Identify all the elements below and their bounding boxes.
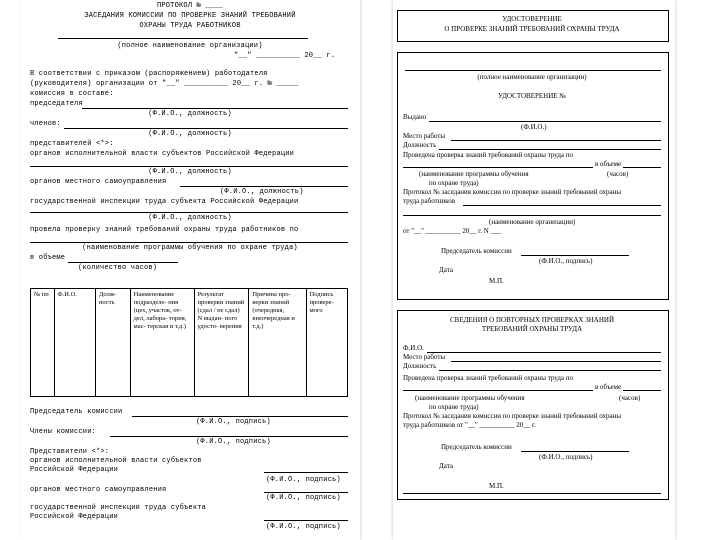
intro-line3: комиссия в составе: (30, 90, 114, 98)
repeat-check-line: Проведена проверка знаний требований охраны труда по (403, 374, 574, 382)
check-line: Проведена проверка знаний требований охраны труда по (403, 151, 574, 159)
protocol-line: Протокол № заседания комиссии по проверке знаний требований охраны (403, 188, 622, 196)
repeat-workplace-label: Место работы (403, 353, 446, 361)
table-header-department: Наименование подразделе- ния (цех, участок, от- дел, лабора- тория, мас- терская и т.д.) (130, 289, 194, 397)
program-caption-2: по охране труда) (429, 179, 479, 187)
intro-line2: (руководителя) организации от "__" __________ 20__ г. № _____ (30, 80, 299, 88)
workplace-label: Место работы (403, 132, 446, 140)
members-label: членов: (30, 120, 61, 128)
state-insp-2b: Российской Федерации (30, 513, 119, 521)
table-header-signature: Подпись провере- мого (306, 289, 347, 397)
org-caption: (полное наименование организации) (117, 42, 263, 50)
repeat-volume-label: в объеме (595, 383, 622, 391)
fio-position-caption: (Ф.И.О., должность) (148, 168, 232, 176)
date-label: Дата (439, 266, 453, 274)
fio-caption: (Ф.И.О.) (521, 123, 547, 131)
certificate-number: УДОСТОВЕРЕНИЕ № (497, 92, 566, 100)
repeat-subtitle: ТРЕБОВАНИЙ ОХРАНЫ ТРУДА (481, 325, 583, 333)
cover-subtitle: О ПРОВЕРКЕ ЗНАНИЙ ТРЕБОВАНИЙ ОХРАНЫ ТРУДА (444, 25, 620, 33)
chairman-label: Председатель комиссии (441, 247, 512, 255)
cover-title: УДОСТОВЕРЕНИЕ (502, 15, 562, 23)
state-insp-2: государственной инспекции труда субъекта (30, 504, 207, 512)
exec-body-2b: Российской Федерации (30, 466, 119, 474)
volume-label: в объеме (595, 160, 622, 168)
protocol-title-line2: ЗАСЕДАНИЯ КОМИССИИ ПО ПРОВЕРКЕ ЗНАНИЙ ТРЕБОВАНИЙ (84, 12, 296, 20)
repeat-workers-line: труда работников от "__" __________ 20__ г. (403, 421, 536, 429)
org-caption: (полное наименование организации) (477, 73, 587, 81)
exec-body-2: органов исполнительной власти субъектов (30, 457, 202, 465)
org-name-caption: (наименование организации) (489, 218, 576, 226)
repeat-fio-sign-caption: (Ф.И.О., подпись) (539, 453, 593, 461)
repeat-stamp-placeholder: М.П. (489, 482, 504, 490)
stamp-placeholder: М.П. (489, 277, 504, 285)
issued-label: Выдано (403, 113, 427, 121)
protocol-sheet (20, 0, 360, 540)
table-header-reason: Причина про- верки знаний (очередная, внеочередная и т.д.) (249, 289, 306, 397)
repeat-protocol-line: Протокол № заседания комиссии по проверке знаний требований охраны (403, 412, 622, 420)
chairman-label: председателя (30, 100, 83, 108)
repeat-program-caption: (наименование программы обучения (415, 394, 525, 402)
position-label: Должность (403, 141, 437, 149)
program-caption: (наименование программы обучения (419, 170, 529, 178)
repeat-chairman-label: Председатель комиссии (441, 443, 512, 451)
repeat-date-label: Дата (439, 462, 453, 470)
repeat-program-caption-2: по охране труда) (429, 403, 479, 411)
table-header-result: Результат проверки знаний (сдал / не сдал) N выдан- ного удосто- верения (194, 289, 249, 397)
repeat-title: СВЕДЕНИЯ О ПОВТОРНЫХ ПРОВЕРКАХ ЗНАНИЙ (449, 316, 615, 324)
fio-sign-caption: (Ф.И.О., подпись) (196, 438, 271, 446)
hours-caption: (часов) (607, 170, 629, 178)
protocol-date: "__" __________ 20__ г. (234, 52, 336, 60)
fio-sign-caption: (Ф.И.О., подпись) (266, 476, 341, 484)
fio-position-caption: (Ф.И.О., должность) (148, 214, 232, 222)
fio-sign-caption: (Ф.И.О., подпись) (539, 257, 593, 265)
repeat-hours-caption: (часов) (619, 394, 641, 402)
table-header-position: Долж- ность (95, 289, 130, 397)
exec-body-label: органов исполнительной власти субъектов Российской Федерации (30, 150, 295, 158)
intro-line1: В соответствии с приказом (распоряжением) работодателя (30, 70, 268, 78)
local-gov-label: органов местного самоуправления (30, 178, 167, 186)
fio-sign-caption: (Ф.И.О., подпись) (266, 523, 341, 531)
fio-sign-caption: (Ф.И.О., подпись) (266, 494, 341, 502)
protocol-title: ПРОТОКОЛ № ____ (156, 2, 223, 10)
workers-line: труда работников (403, 197, 456, 205)
table-header-number: № пп (31, 289, 55, 397)
commission-chairman-label: Председатель комиссии (30, 408, 123, 416)
reps-label: Представители <*>: (30, 448, 110, 456)
certificate-sheet (393, 0, 675, 540)
protocol-title-line3: ОХРАНЫ ТРУДА РАБОТНИКОВ (139, 22, 241, 30)
volume-label: в объеме (30, 254, 66, 262)
certificate-date-line: от "__" __________ 20__ г. N ___ (403, 227, 502, 235)
conducted-line: провела проверку знаний требований охраны труда работников по (30, 226, 299, 234)
table-header-fio: Ф.И.О. (54, 289, 95, 397)
fio-sign-caption: (Ф.И.О., подпись) (196, 418, 271, 426)
repeat-position-label: Должность (403, 362, 437, 370)
fio-position-caption: (Ф.И.О., должность) (220, 188, 304, 196)
representatives-label: представителей <*>: (30, 140, 114, 148)
state-inspection-label: государственной инспекции труда субъекта Российской Федерации (30, 198, 299, 206)
program-caption: (наименование программы обучения по охране труда) (82, 244, 298, 252)
repeat-fio-label: Ф.И.О. (403, 344, 424, 352)
fio-position-caption: (Ф.И.О., должность) (148, 130, 232, 138)
hours-caption: (количество часов) (78, 264, 158, 272)
results-table (30, 288, 348, 397)
commission-members-label: Члены комиссии: (30, 428, 97, 436)
local-gov-2: органов местного самоуправления (30, 486, 167, 494)
fio-position-caption: (Ф.И.О., должность) (148, 110, 232, 118)
